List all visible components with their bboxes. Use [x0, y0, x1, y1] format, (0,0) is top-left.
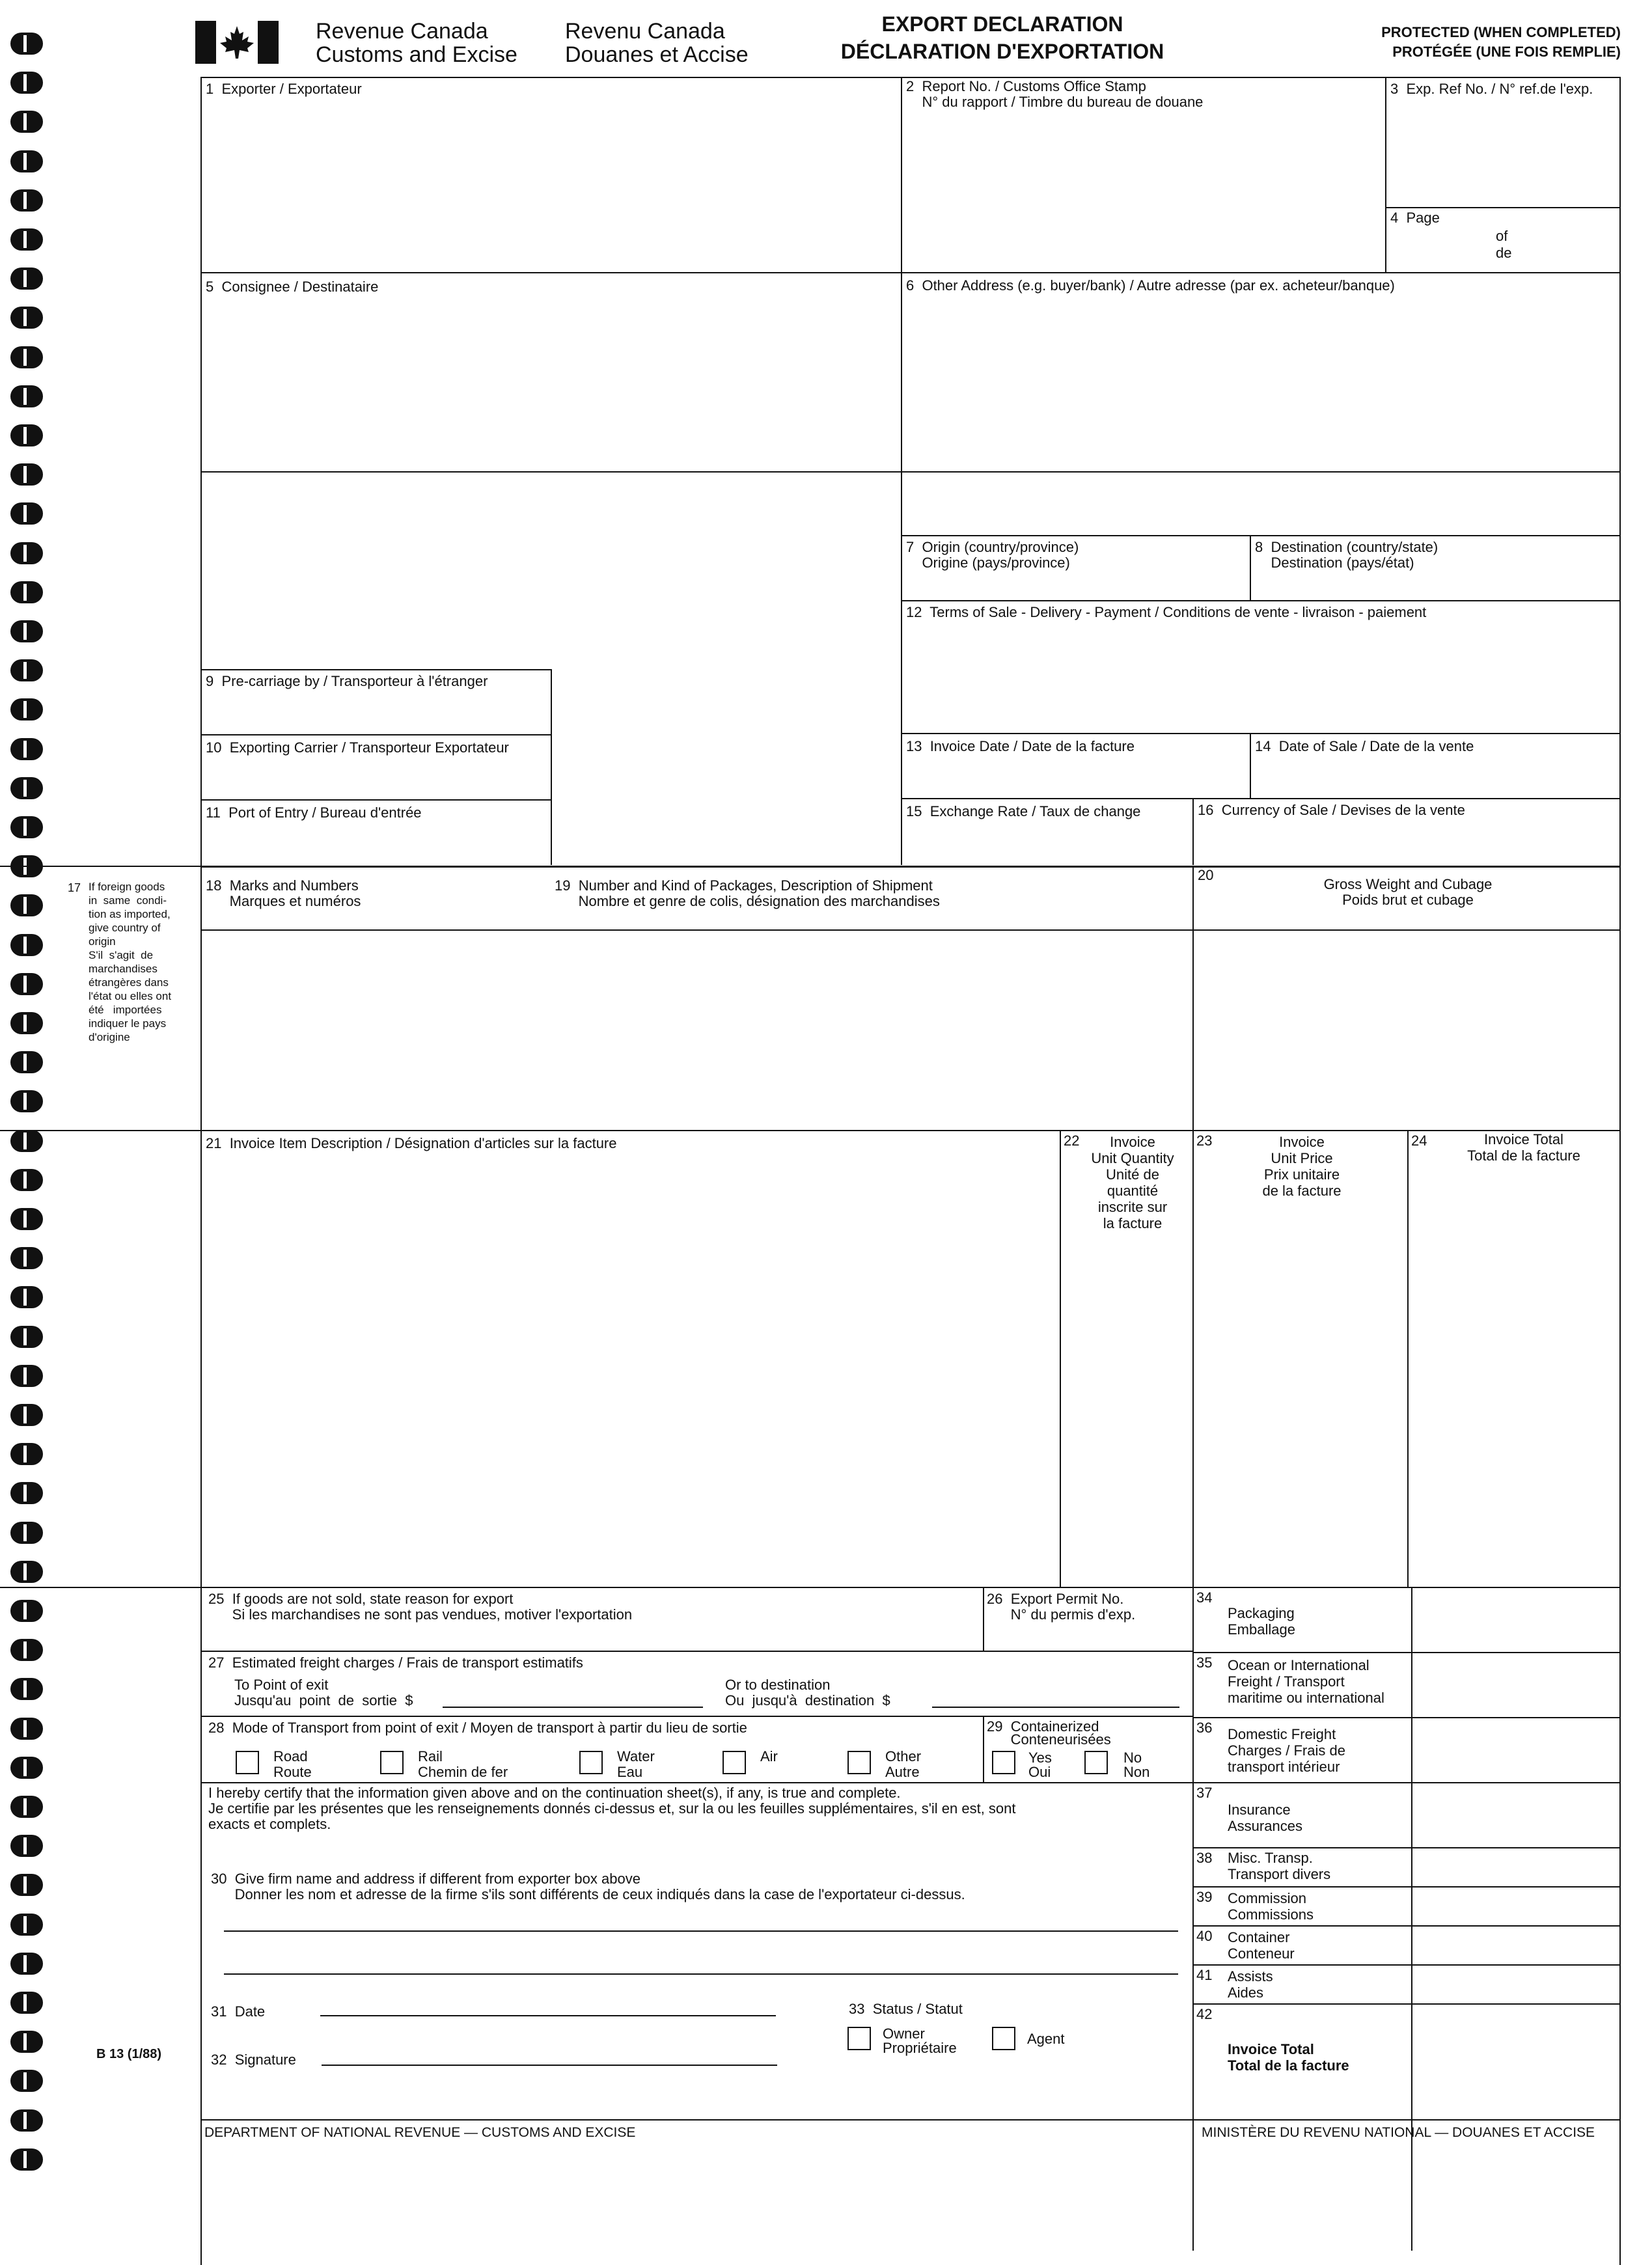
- punch-hole-icon: [10, 1482, 43, 1504]
- field-16-currency[interactable]: 16 Currency of Sale / Devises de la vente: [1198, 802, 1465, 818]
- field-3-exp-ref[interactable]: 3 Exp. Ref No. / N° ref.de l'exp.: [1390, 81, 1593, 97]
- field-36-domestic-freight-label: Charges / Frais de: [1228, 1742, 1345, 1759]
- field-35-ocean-freight-amount[interactable]: [1414, 1654, 1617, 1714]
- punch-hole-icon: [10, 542, 43, 564]
- punch-hole-icon: [10, 2070, 43, 2092]
- field-12-terms-of-sale[interactable]: 12 Terms of Sale - Delivery - Payment / Conditions de vente - livraison - paiement: [906, 604, 1427, 620]
- footer-dept-en: DEPARTMENT OF NATIONAL REVENUE — CUSTOMS AND EXCISE: [204, 2125, 636, 2140]
- punch-hole-icon: [10, 698, 43, 721]
- field-19-packages-fr: Nombre et genre de colis, désignation des marchandises: [555, 893, 940, 909]
- field-40-container-amount[interactable]: [1414, 1928, 1617, 1962]
- field-26-export-permit[interactable]: 26 Export Permit No.: [987, 1591, 1124, 1607]
- punch-hole-icon: [10, 189, 43, 212]
- field-27-to-exit-fr: Jusqu'au point de sortie $: [234, 1692, 413, 1709]
- protected-fr: PROTÉGÉE (UNE FOIS REMPLIE): [1392, 44, 1621, 60]
- field-17-line: l'état ou elles ont: [89, 990, 172, 1002]
- field-22-line: inscrite sur: [1097, 1199, 1168, 1215]
- field-4-of: of: [1496, 228, 1508, 244]
- field-32-signature: 32 Signature: [211, 2052, 296, 2068]
- field-22-line: la facture: [1103, 1215, 1163, 1231]
- field-42-invoice-total-amount[interactable]: [1414, 2006, 1617, 2118]
- field-28-option-label: Water: [617, 1748, 655, 1764]
- field-20-number: 20: [1198, 867, 1214, 883]
- field-13-invoice-date[interactable]: 13 Invoice Date / Date de la facture: [906, 738, 1135, 754]
- punch-hole-icon: [10, 463, 43, 486]
- punch-hole-icon: [10, 1286, 43, 1308]
- field-28-option-label-fr: Chemin de fer: [418, 1764, 508, 1780]
- field-24-line: Invoice Total: [1484, 1131, 1563, 1147]
- certification-en: I hereby certify that the information given above and on the continuation sheet(s), if any, is true and complete.: [208, 1785, 901, 1801]
- punch-hole-icon: [10, 659, 43, 681]
- field-1-exporter[interactable]: 1 Exporter / Exportateur: [206, 81, 362, 97]
- field-17-line: S'il s'agit de: [89, 949, 154, 961]
- punch-hole-icon: [10, 1639, 43, 1661]
- field-8-destination[interactable]: 8 Destination (country/state): [1255, 539, 1439, 555]
- punch-hole-icon: [10, 1953, 43, 1975]
- field-40-container-label: Container: [1228, 1929, 1290, 1945]
- field-23-line: Invoice: [1279, 1134, 1325, 1150]
- punch-hole-icon: [10, 816, 43, 838]
- punch-hole-icon: [10, 385, 43, 407]
- field-34-packaging-label: Emballage: [1228, 1621, 1295, 1638]
- certification-fr-1: Je certifie par les présentes que les renseignements donnés ci-dessus et, sur la ou les feuilles supplémentaires, s'il en est, sont: [208, 1800, 1016, 1817]
- punch-hole-icon: [10, 1835, 43, 1857]
- field-7-origin-fr: Origine (pays/province): [906, 555, 1070, 571]
- field-27-destination-amount-line[interactable]: [932, 1707, 1179, 1708]
- punch-hole-icon: [10, 346, 43, 368]
- field-17-line: d'origine: [89, 1031, 130, 1043]
- field-34-packaging-label: Packaging: [1228, 1605, 1295, 1621]
- punch-hole-icon: [10, 1600, 43, 1622]
- punch-hole-icon: [10, 2031, 43, 2053]
- field-17-number: 17: [68, 881, 81, 894]
- dept-fr-line1: Revenu Canada: [565, 19, 725, 44]
- field-28-option-label-fr: Eau: [617, 1764, 643, 1780]
- punch-hole-icon: [10, 1130, 43, 1152]
- field-22-number: 22: [1064, 1132, 1080, 1149]
- field-30-line-1[interactable]: [224, 1930, 1178, 1932]
- certification-fr-2: exacts et complets.: [208, 1816, 331, 1832]
- punch-hole-icon: [10, 1443, 43, 1465]
- punch-hole-icon: [10, 424, 43, 446]
- field-37-insurance-label: Assurances: [1228, 1818, 1302, 1834]
- field-30-firm-name: 30 Give firm name and address if different from exporter box above: [211, 1871, 640, 1887]
- field-9-pre-carriage[interactable]: 9 Pre-carriage by / Transporteur à l'étranger: [206, 673, 488, 689]
- field-22-line: Unité de: [1106, 1166, 1159, 1183]
- field-29-yes: Yes: [1028, 1750, 1052, 1766]
- field-28-option-checkbox[interactable]: [236, 1751, 259, 1774]
- field-42-invoice-total-label: Invoice Total: [1228, 2041, 1314, 2057]
- punch-hole-icon: [10, 738, 43, 760]
- field-27-to-destination: Or to destination: [725, 1677, 831, 1693]
- field-28-mode-of-transport: 28 Mode of Transport from point of exit / Moyen de transport à partir du lieu de sortie: [208, 1720, 747, 1736]
- field-29-containerized: 29 Containerized: [987, 1718, 1099, 1735]
- punch-hole-icon: [10, 1992, 43, 2014]
- field-39-commission-amount[interactable]: [1414, 1889, 1617, 1923]
- field-11-port-of-entry[interactable]: 11 Port of Entry / Bureau d'entrée: [206, 804, 422, 821]
- field-28-option-checkbox[interactable]: [847, 1751, 871, 1774]
- punch-hole-icon: [10, 934, 43, 956]
- field-27-freight: 27 Estimated freight charges / Frais de transport estimatifs: [208, 1654, 583, 1671]
- punch-hole-icon: [10, 1796, 43, 1818]
- field-17-line: origin: [89, 935, 116, 948]
- punch-hole-icon: [10, 1718, 43, 1740]
- canada-flag-icon: [195, 21, 279, 64]
- field-20-gross-weight-fr: Poids brut et cubage: [1342, 892, 1474, 908]
- field-17-line: marchandises: [89, 963, 158, 975]
- field-7-origin[interactable]: 7 Origin (country/province): [906, 539, 1079, 555]
- field-35-ocean-freight-label: Freight / Transport: [1228, 1673, 1345, 1690]
- punch-hole-icon: [10, 1561, 43, 1583]
- field-22-line: Invoice: [1110, 1134, 1155, 1150]
- field-36-domestic-freight-number: 36: [1196, 1720, 1213, 1736]
- field-40-container-number: 40: [1196, 1928, 1213, 1944]
- field-6-other-address[interactable]: 6 Other Address (e.g. buyer/bank) / Autre adresse (par ex. acheteur/banque): [906, 277, 1395, 294]
- field-28-option-label: Air: [760, 1748, 778, 1764]
- field-30-firm-name-fr: Donner les nom et adresse de la firme s'ils sont différents de ceux indiqués dans la case de l'exportateur ci-dessus.: [211, 1886, 965, 1902]
- punch-hole-icon: [10, 1874, 43, 1896]
- field-25-reason[interactable]: 25 If goods are not sold, state reason for export: [208, 1591, 514, 1607]
- field-33-agent: Agent: [1027, 2031, 1065, 2047]
- field-41-assists-amount[interactable]: [1414, 1967, 1617, 2001]
- field-36-domestic-freight-label: transport intérieur: [1228, 1759, 1340, 1775]
- field-24-number: 24: [1411, 1132, 1427, 1149]
- field-17-line: tion as imported,: [89, 908, 171, 920]
- field-28-option-label: Other: [885, 1748, 922, 1764]
- field-42-invoice-total-number: 42: [1196, 2006, 1213, 2022]
- field-33-status: 33 Status / Statut: [849, 2001, 963, 2017]
- punch-hole-icon: [10, 1012, 43, 1034]
- field-20-gross-weight[interactable]: Gross Weight and Cubage: [1323, 876, 1493, 892]
- field-26-export-permit-fr: N° du permis d'exp.: [987, 1606, 1136, 1623]
- field-29-containerized-fr: Conteneurisées: [987, 1731, 1111, 1748]
- field-41-assists-label: Assists: [1228, 1968, 1273, 1984]
- dept-en-line1: Revenue Canada: [316, 19, 488, 44]
- punch-hole-icon: [10, 581, 43, 603]
- field-36-domestic-freight-amount[interactable]: [1414, 1720, 1617, 1779]
- field-34-packaging-amount[interactable]: [1414, 1589, 1617, 1649]
- field-21-item-description[interactable]: 21 Invoice Item Description / Désignation d'articles sur la facture: [206, 1135, 617, 1151]
- field-22-line: Unit Quantity: [1091, 1150, 1174, 1166]
- field-36-domestic-freight-label: Domestic Freight: [1228, 1726, 1336, 1742]
- field-17-line: If foreign goods: [89, 881, 165, 893]
- field-8-destination-fr: Destination (pays/état): [1255, 555, 1414, 571]
- field-38-misc-transport-amount[interactable]: [1414, 1850, 1617, 1884]
- field-38-misc-transport-label: Transport divers: [1228, 1866, 1331, 1882]
- punch-hole-icon: [10, 268, 43, 290]
- field-37-insurance-number: 37: [1196, 1785, 1213, 1801]
- field-39-commission-label: Commission: [1228, 1890, 1307, 1906]
- field-17-line: été importées: [89, 1004, 162, 1016]
- punch-hole-icon: [10, 1247, 43, 1269]
- punch-hole-icon: [10, 1757, 43, 1779]
- field-40-container-label: Conteneur: [1228, 1945, 1295, 1962]
- field-14-date-of-sale[interactable]: 14 Date of Sale / Date de la vente: [1255, 738, 1474, 754]
- field-28-option-label: Rail: [418, 1748, 443, 1764]
- field-37-insurance-amount[interactable]: [1414, 1785, 1617, 1845]
- punch-hole-icon: [10, 973, 43, 995]
- field-39-commission-number: 39: [1196, 1889, 1213, 1905]
- punch-hole-icon: [10, 33, 43, 55]
- punch-hole-icon: [10, 1404, 43, 1426]
- punch-hole-icon: [10, 777, 43, 799]
- field-18-marks-fr: Marques et numéros: [206, 893, 361, 909]
- dept-fr-line2: Douanes et Accise: [565, 42, 749, 67]
- field-33-owner-checkbox[interactable]: [847, 2027, 871, 2050]
- punch-hole-icon: [10, 1365, 43, 1387]
- field-35-ocean-freight-label: maritime ou international: [1228, 1690, 1384, 1706]
- field-41-assists-number: 41: [1196, 1967, 1213, 1983]
- field-39-commission-label: Commissions: [1228, 1906, 1314, 1923]
- punch-hole-icon: [10, 894, 43, 916]
- field-23-number: 23: [1196, 1132, 1213, 1149]
- field-15-exchange-rate[interactable]: 15 Exchange Rate / Taux de change: [906, 803, 1141, 819]
- field-28-option-label-fr: Route: [273, 1764, 312, 1780]
- field-27-to-destination-fr: Ou jusqu'à destination $: [725, 1692, 890, 1709]
- field-23-line: Prix unitaire: [1263, 1166, 1340, 1183]
- field-35-ocean-freight-number: 35: [1196, 1654, 1213, 1671]
- field-33-owner-fr: Propriétaire: [883, 2040, 957, 2056]
- field-31-date-line[interactable]: [320, 2015, 776, 2016]
- field-2-report-no[interactable]: 2 Report No. / Customs Office Stamp: [906, 78, 1146, 94]
- field-28-option-label-fr: Autre: [885, 1764, 920, 1780]
- field-28-option-checkbox[interactable]: [723, 1751, 746, 1774]
- field-31-date: 31 Date: [211, 2003, 266, 2020]
- field-33-owner: Owner: [883, 2025, 925, 2042]
- punch-hole-icon: [10, 150, 43, 172]
- field-2-report-no-fr: N° du rapport / Timbre du bureau de douane: [906, 94, 1204, 110]
- field-17-line: in same condi-: [89, 894, 167, 907]
- dept-en-line2: Customs and Excise: [316, 42, 517, 67]
- field-27-to-exit: To Point of exit: [234, 1677, 329, 1693]
- title-en: EXPORT DECLARATION: [881, 12, 1123, 36]
- field-5-consignee[interactable]: 5 Consignee / Destinataire: [206, 279, 379, 295]
- field-28-option-checkbox[interactable]: [579, 1751, 603, 1774]
- field-29-no: No: [1123, 1750, 1142, 1766]
- punch-hole-icon: [10, 1208, 43, 1230]
- field-27-exit-amount-line[interactable]: [443, 1707, 703, 1708]
- field-28-option-checkbox[interactable]: [380, 1751, 404, 1774]
- punch-hole-icon: [10, 111, 43, 133]
- field-22-line: quantité: [1107, 1183, 1159, 1199]
- field-17-line: étrangères dans: [89, 976, 169, 989]
- field-4-page[interactable]: 4 Page: [1390, 210, 1440, 226]
- punch-hole-icon: [10, 1169, 43, 1191]
- punch-hole-icon: [10, 1051, 43, 1073]
- punch-hole-icon: [10, 1522, 43, 1544]
- punch-hole-icon: [10, 1090, 43, 1112]
- punch-hole-icon: [10, 1914, 43, 1936]
- field-17-line: give country of: [89, 922, 161, 934]
- punch-hole-icon: [10, 620, 43, 642]
- field-37-insurance-label: Insurance: [1228, 1802, 1291, 1818]
- field-38-misc-transport-number: 38: [1196, 1850, 1213, 1866]
- field-18-marks[interactable]: 18 Marks and Numbers: [206, 877, 359, 894]
- field-32-signature-line[interactable]: [322, 2065, 777, 2066]
- field-23-line: Unit Price: [1271, 1150, 1333, 1166]
- field-33-agent-checkbox[interactable]: [992, 2027, 1015, 2050]
- punch-hole-icon: [10, 502, 43, 525]
- field-17-line: indiquer le pays: [89, 1017, 167, 1030]
- punch-hole-icon: [10, 2148, 43, 2171]
- form-code: B 13 (1/88): [96, 2047, 162, 2061]
- field-42-invoice-total-label: Total de la facture: [1228, 2057, 1349, 2074]
- field-25-reason-fr: Si les marchandises ne sont pas vendues, motiver l'exportation: [208, 1606, 633, 1623]
- punch-hole-icon: [10, 72, 43, 94]
- field-24-line: Total de la facture: [1467, 1147, 1580, 1164]
- title-fr: DÉCLARATION D'EXPORTATION: [840, 40, 1164, 63]
- field-38-misc-transport-label: Misc. Transp.: [1228, 1850, 1313, 1866]
- footer-dept-fr: MINISTÈRE DU REVENU NATIONAL — DOUANES ET ACCISE: [1202, 2125, 1595, 2140]
- punch-hole-icon: [10, 228, 43, 251]
- field-41-assists-label: Aides: [1228, 1984, 1264, 2001]
- field-29-yes-fr: Oui: [1028, 1764, 1051, 1780]
- punch-hole-icon: [10, 1678, 43, 1700]
- punch-hole-icon: [10, 1326, 43, 1348]
- punch-hole-icon: [10, 307, 43, 329]
- field-29-yes-checkbox[interactable]: [992, 1751, 1015, 1774]
- field-30-line-2[interactable]: [224, 1973, 1178, 1975]
- field-4-de: de: [1496, 245, 1512, 261]
- field-35-ocean-freight-label: Ocean or International: [1228, 1657, 1370, 1673]
- field-19-packages[interactable]: 19 Number and Kind of Packages, Description of Shipment: [555, 877, 933, 894]
- field-10-exporting-carrier[interactable]: 10 Exporting Carrier / Transporteur Exportateur: [206, 739, 509, 756]
- field-29-no-checkbox[interactable]: [1084, 1751, 1108, 1774]
- punch-hole-icon: [10, 2109, 43, 2132]
- field-34-packaging-number: 34: [1196, 1589, 1213, 1606]
- protected-en: PROTECTED (WHEN COMPLETED): [1381, 24, 1621, 40]
- field-29-no-fr: Non: [1123, 1764, 1150, 1780]
- field-23-line: de la facture: [1262, 1183, 1342, 1199]
- field-28-option-label: Road: [273, 1748, 308, 1764]
